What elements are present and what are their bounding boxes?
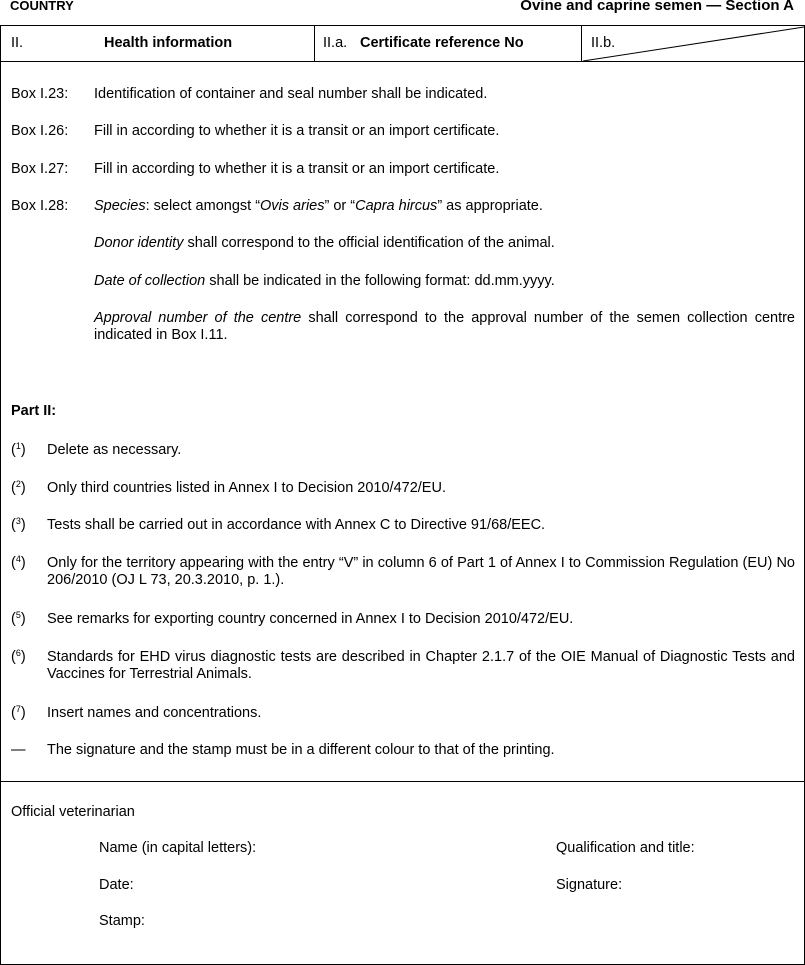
footnote-text: Insert names and concentrations. — [47, 705, 262, 721]
signature-label: Signature: — [556, 877, 623, 893]
footnote-mark: ($^4$) — [11, 554, 26, 571]
box-label: Box I.26: — [11, 123, 69, 139]
official-veterinarian-heading: Official veterinarian — [11, 804, 135, 820]
box-label: Box I.27: — [11, 161, 69, 177]
cert-ref-prefix: II.a. — [323, 35, 348, 51]
footnote-mark: ($^6$) — [11, 648, 26, 665]
species-capra: Capra hircus — [355, 198, 438, 214]
species-ovis: Ovis aries — [260, 198, 325, 214]
approval-label: Approval number of the centre — [94, 310, 302, 326]
approval-text: shall correspond to the approval number of the semen collection centre indicated in Box I.11. — [94, 310, 795, 343]
footnote-text: Standards for EHD virus diagnostic tests are described in Chapter 2.1.7 of the OIE Manual of Diagnostic Tests and Vaccines for Terrestrial Animals. — [47, 649, 795, 682]
header-col-divider-1 — [314, 25, 315, 62]
box-label: Box I.28: — [11, 198, 69, 214]
footnote-mark: ($^7$) — [11, 704, 26, 721]
date-label: Date of collection — [94, 273, 206, 289]
footnote-text: Delete as necessary. — [47, 442, 182, 458]
section-title: Ovine and caprine semen — Section A — [520, 0, 794, 14]
footnote-mark: ($^3$) — [11, 516, 26, 533]
species-label: Species — [94, 198, 146, 214]
dash-mark: — — [11, 742, 26, 758]
name-label: Name (in capital letters): — [99, 840, 257, 856]
ii-b-label: II.b. — [591, 35, 616, 51]
donor-label: Donor identity — [94, 235, 184, 251]
footnote-text: Only for the territory appearing with the entry “V” in column 6 of Part 1 of Annex I to Commission Regulation (EU) No 206/2010 (OJ L 73, 20.3.2010, p. 1.). — [47, 555, 795, 588]
footnote-text: Only third countries listed in Annex I to Decision 2010/472/EU. — [47, 480, 446, 496]
species-text: : select amongst “ — [145, 198, 261, 214]
footnote-text: Tests shall be carried out in accordance with Annex C to Directive 91/68/EEC. — [47, 517, 546, 533]
qualification-label: Qualification and title: — [556, 840, 695, 856]
part-ii-title: Part II: — [11, 403, 57, 419]
signature-divider — [0, 781, 805, 782]
date-text: shall be indicated in the following format: dd.mm.yyyy. — [205, 273, 555, 289]
part-number: II. — [11, 35, 24, 51]
box-text: Fill in according to whether it is a transit or an import certificate. — [94, 123, 500, 139]
stamp-label: Stamp: — [99, 913, 145, 929]
date-label: Date: — [99, 877, 134, 893]
date-paragraph — [94, 273, 555, 289]
species-text: ” as appropriate. — [437, 198, 543, 214]
species-text: ” or “ — [324, 198, 356, 214]
box-label: Box I.23: — [11, 86, 69, 102]
donor-paragraph — [94, 235, 555, 251]
footnote-mark: ($^2$) — [11, 479, 26, 496]
box-text: Fill in according to whether it is a transit or an import certificate. — [94, 161, 500, 177]
species-paragraph — [94, 198, 543, 214]
footnote-mark: ($^5$) — [11, 610, 26, 627]
dash-note-text: The signature and the stamp must be in a different colour to that of the printing. — [47, 742, 555, 758]
approval-paragraph — [94, 310, 795, 344]
box-text: Identification of container and seal number shall be indicated. — [94, 86, 488, 102]
country-label: COUNTRY — [10, 0, 74, 13]
cert-ref-label: Certificate reference No — [360, 35, 524, 51]
footnote-text: See remarks for exporting country concerned in Annex I to Decision 2010/472/EU. — [47, 611, 574, 627]
footnote-mark: ($^1$) — [11, 441, 26, 458]
donor-text: shall correspond to the official identification of the animal. — [183, 235, 555, 251]
health-information-heading: Health information — [104, 35, 233, 51]
